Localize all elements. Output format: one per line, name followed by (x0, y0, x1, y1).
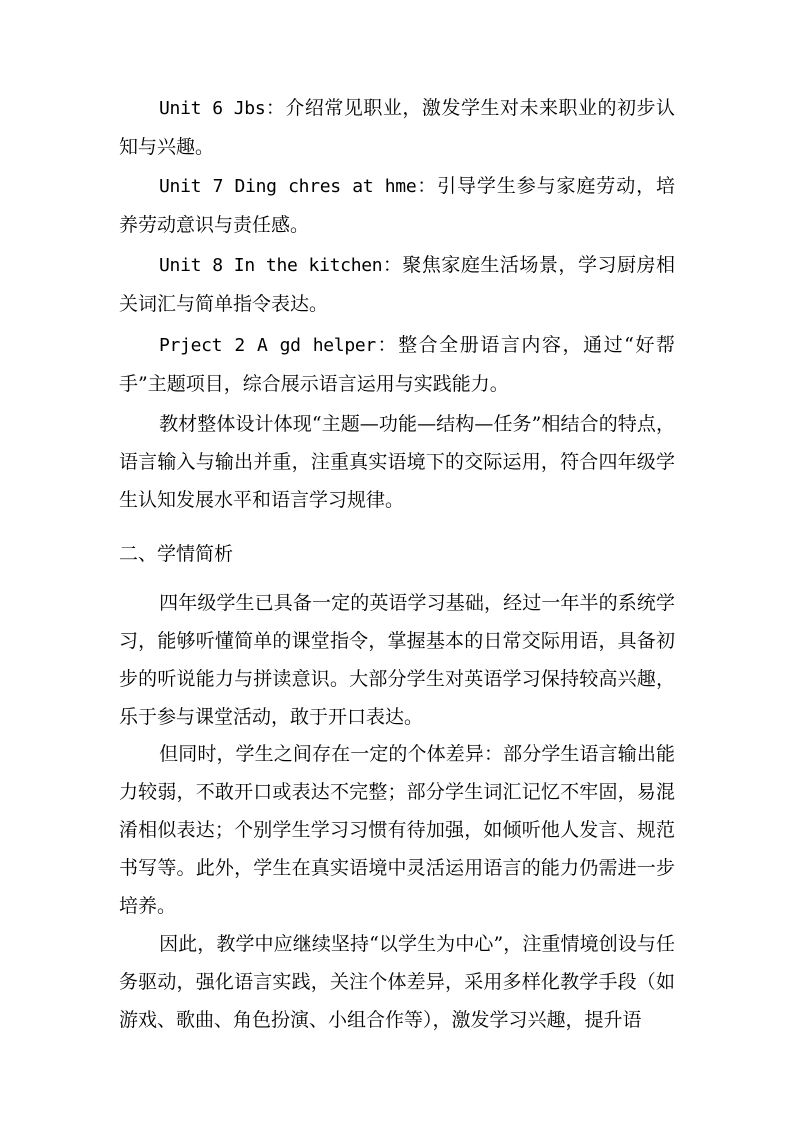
analysis-text-3: 因此，教学中应继续坚持“以学生为中心”，注重情境创设与任务驱动，强化语言实践，关注个体差异，采用多样化教学手段（如游戏、歌曲、角色扮演、小组合作等），激发学习兴趣，提升语 (119, 933, 675, 1031)
unit-7-text: ：引导学生参与家庭劳动，培养劳动意识与责任感。 (119, 175, 675, 236)
analysis-paragraph-2 (119, 735, 675, 925)
unit-8-text: ：聚焦家庭生活场景，学习厨房相关词汇与简单指令表达。 (119, 254, 675, 315)
unit-7-code: Unit 7 Ding chres at hme (159, 176, 417, 197)
summary-text: 教材整体设计体现“主题—功能—结构—任务”相结合的特点，语言输入与输出并重，注重真实语境下的交际运用，符合四年级学生认知发展水平和语言学习规律。 (119, 413, 675, 511)
analysis-text-2: 但同时，学生之间存在一定的个体差异：部分学生语言输出能力较弱，不敢开口或表达不完整；部分学生词汇记忆不牢固，易混淆相似表达；个别学生学习习惯有待加强，如倾听他人发言、规范书写等。此外，学生在真实语境中灵活运用语言的能力仍需进一步培养。 (119, 743, 675, 917)
summary-paragraph (119, 405, 675, 519)
project-2-paragraph (119, 326, 675, 403)
analysis-paragraph-1 (119, 584, 675, 736)
project-2-text: ：整合全册语言内容，通过“好帮手”主题项目，综合展示语言运用与实践能力。 (119, 334, 675, 395)
unit-7-paragraph (119, 167, 675, 244)
section-heading: 二、学情简析 (119, 543, 234, 565)
unit-8-code: Unit 8 In the kitchen (159, 255, 383, 276)
analysis-text-1: 四年级学生已具备一定的英语学习基础，经过一年半的系统学习，能够听懂简单的课堂指令，掌握基本的日常交际用语，具备初步的听说能力与拼读意识。大部分学生对英语学习保持较高兴趣，乐于参与课堂活动，敢于开口表达。 (119, 592, 675, 728)
analysis-paragraph-3 (119, 925, 675, 1039)
project-2-code: Prject 2 A gd helper (159, 335, 376, 356)
unit-6-code: Unit 6 Jbs (159, 98, 266, 119)
unit-8-paragraph (119, 246, 675, 323)
unit-6-paragraph (119, 89, 675, 166)
unit-6-text: ：介绍常见职业，激发学生对未来职业的初步认知与兴趣。 (119, 97, 675, 158)
